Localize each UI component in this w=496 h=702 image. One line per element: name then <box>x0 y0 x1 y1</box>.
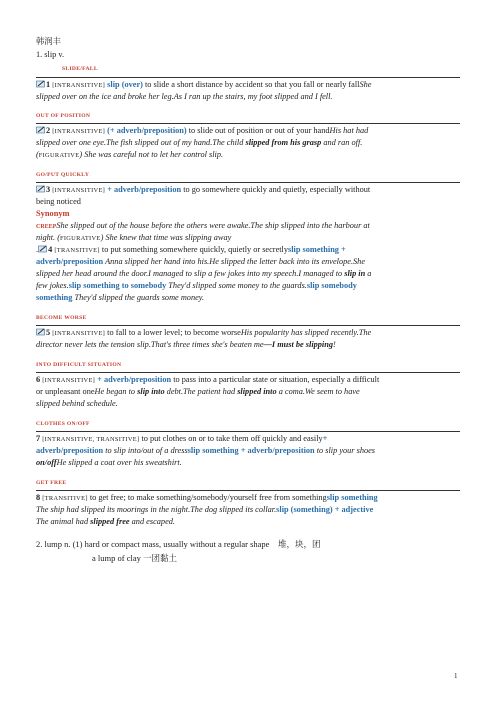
entry-title-slip: 1. slip v. <box>36 50 65 59</box>
sense-6: 6 [INTRANSITIVE] + adverb/preposition to pass into a particular state or situation, especially a difficult <box>36 375 380 384</box>
section-rule <box>36 325 460 326</box>
section-label-out-of-position: OUT OF POSITION <box>36 113 91 119</box>
sense-8-example-cont: The animal had slipped free and escaped. <box>36 517 175 526</box>
sense-8-example: The ship had slipped its moorings in the night.The dog slipped its collar.slip (something) + adjective <box>36 505 374 514</box>
sense-2: 2 [INTRANSITIVE] (+ adverb/preposition) to slide out of position or out of your handHis hat had <box>36 125 460 138</box>
section-label-get-free: GET FREE <box>36 480 67 486</box>
sense-4-example-3: few jokes.slip something to somebody They'd slipped some money to the guards.slip somebody <box>36 281 357 290</box>
sense-7: 7 [INTRANSITIVE, TRANSITIVE] to put clothes on or to take them off quickly and easily+ <box>36 434 328 443</box>
sense-4-example-4: something They'd slipped the guards some money. <box>36 293 205 302</box>
section-label-become-worse: BECOME WORSE <box>36 315 87 321</box>
sense-1-example: slipped over on the ice and broke her leg.As I ran up the stairs, my foot slipped and I fell. <box>36 92 333 101</box>
page-number: 1 <box>454 672 458 680</box>
sense-1: 1 [INTRANSITIVE] slip (over) to slide a short distance by accident so that you fall or nearly fallShe <box>36 79 460 92</box>
sense-4-example-1: adverb/preposition Anna slipped her hand into his.He slipped the letter back into its envelope.She <box>36 257 365 266</box>
pencil-note-icon <box>36 126 46 134</box>
sense-7-example: adverb/preposition to slip into/out of a dressslip something + adverb/preposition to slip your shoes <box>36 446 376 455</box>
sense-6-example: or unpleasant oneHe began to slip into debt.The patient had slipped into a coma.We seem to have <box>36 387 360 396</box>
section-label-go-put-quickly: GO/PUT QUICKLY <box>36 172 90 178</box>
pencil-note-icon <box>36 80 46 88</box>
sense-4-example-2: slipped her head around the door.I managed to slip a few jokes into my speech.I managed to slip in a <box>36 269 372 278</box>
sense-2-example: slipped over one eye.The fish slipped out of my hand.The child slipped from his grasp and ran off. <box>36 138 363 147</box>
sense-3: 3 [INTRANSITIVE] + adverb/preposition to go somewhere quickly and quietly, especially without <box>36 184 460 197</box>
author-name: 韩润丰 <box>36 37 61 46</box>
sense-4: . 4 [TRANSITIVE] to put something somewhere quickly, quietly or secretlyslip something + <box>36 245 346 254</box>
sense-7-example-cont: on/offHe slipped a coat over his sweatshirt. <box>36 458 182 467</box>
section-rule <box>36 182 460 183</box>
sense-3-figurative: night. (FIGURATIVE) She knew that time was slipping away <box>36 233 232 242</box>
sense-8: 8 [TRANSITIVE] to get free; to make something/somebody/yourself free from somethingslip something <box>36 493 378 502</box>
section-label-clothes-on-off: CLOTHES ON/OFF <box>36 421 90 427</box>
sense-6-example-cont: slipped behind schedule. <box>36 399 118 408</box>
section-rule <box>36 372 460 373</box>
section-rule <box>36 490 460 491</box>
section-rule <box>36 431 460 432</box>
section-rule <box>36 123 460 124</box>
pencil-note-icon <box>36 185 46 193</box>
sense-3-definition-cont: being noticed <box>36 197 81 206</box>
lump-example: a lump of clay 一团黏土 <box>92 553 177 563</box>
pencil-note-icon <box>36 328 46 336</box>
sense-3-example: CREEPShe slipped out of the house before the others were awake.The ship slipped into the harbour at <box>36 221 370 230</box>
sense-2-figurative: (FIGURATIVE) She was careful not to let her control slip. <box>36 150 224 159</box>
sense-5-example: director never lets the tension slip.That's three times she's beaten me—I must be slipping! <box>36 340 336 349</box>
synonym-label: Synonym <box>36 209 70 218</box>
entry-title-lump: 2. lump n. (1) hard or compact mass, usually without a regular shape 堆，块，团 <box>36 539 321 549</box>
section-label-slide-fall: SLIDE/FALL <box>62 66 98 72</box>
section-rule <box>36 77 460 78</box>
section-label-into-difficult-situation: INTO DIFFICULT SITUATION <box>36 362 122 368</box>
pencil-note-icon <box>38 245 48 253</box>
sense-5: 5 [INTRANSITIVE] to fall to a lower level; to become worseHis popularity has slipped recently.The <box>36 327 460 340</box>
